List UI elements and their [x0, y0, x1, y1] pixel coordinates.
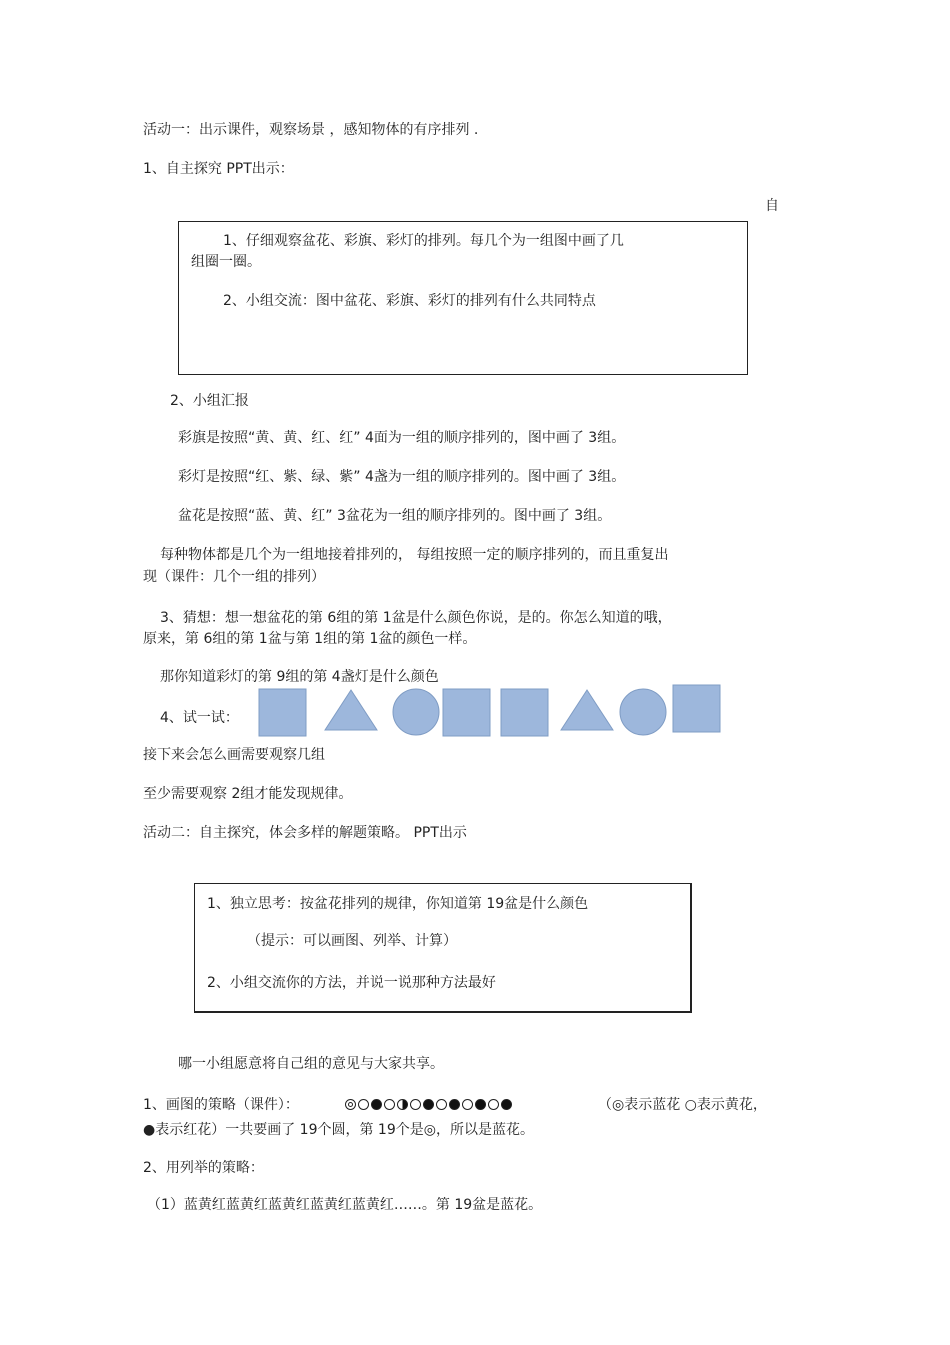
report-lamps: 彩灯是按照“红、紫、绿、紫” 4盏为一组的顺序排列的。图中画了 3组。 [178, 469, 626, 485]
activity2-heading: 活动二：自主探究，体会多样的解题策略。 PPT出示 [143, 825, 467, 841]
task-box-1 [178, 221, 748, 375]
task2-line2: 2、小组交流你的方法，并说一说那种方法最好 [207, 975, 496, 991]
flower-circle-empty [488, 1099, 499, 1110]
strategy1-label: 1、画图的策略（课件）： [143, 1097, 299, 1113]
activity1-heading: 活动一：出示课件，观察场景 ，感知物体的有序排列 . [143, 122, 479, 138]
strategy2-item: （1）蓝黄红蓝黄红蓝黄红蓝黄红蓝黄红……。第 19盆是蓝花。 [147, 1197, 543, 1213]
need-observe: 至少需要观察 2组才能发现规律。 [143, 786, 353, 802]
flower-circle-empty [410, 1099, 421, 1110]
report-flags: 彩旗是按照“黄、黄、红、红” 4面为一组的顺序排列的，图中画了 3组。 [178, 430, 626, 446]
task2-hint: （提示：可以画图、列举、计算） [247, 933, 457, 949]
task1-line1: 1、仔细观察盆花、彩旗、彩灯的排列。每几个为一组图中画了几 [223, 233, 624, 249]
square-shape [501, 689, 548, 736]
try-label: 4、试一试： [160, 710, 239, 726]
report-flowers: 盆花是按照“蓝、黄、红” 3盆花为一组的顺序排列的。图中画了 3组。 [178, 508, 612, 524]
triangle-shape [325, 690, 377, 730]
square-shape [443, 689, 490, 736]
strategy1-line2: ●表示红花）一共要画了 19个圆，第 19个是◎，所以是蓝花。 [143, 1122, 534, 1138]
flower-circle-empty [436, 1099, 447, 1110]
circle-shape [393, 689, 439, 735]
strategy1-legend: （◎表示蓝花 ○表示黄花， [598, 1097, 767, 1113]
flower-circle-empty [358, 1099, 369, 1110]
task-box-2 [194, 883, 692, 1013]
flower-circle-filled [423, 1099, 434, 1110]
guess-line2: 原来，第 6组的第 1盆与第 1组的第 1盆的颜色一样。 [143, 631, 477, 647]
circle-sequence [345, 1096, 514, 1114]
next-question: 接下来会怎么画需要观察几组 [143, 747, 325, 763]
share-line: 哪一小组愿意将自己组的意见与大家共享。 [178, 1056, 444, 1072]
flower-circle-filled [475, 1099, 486, 1110]
guess-line1: 3、猜想：想一想盆花的第 6组的第 1盆是什么颜色你说，是的。你怎么知道的哦， [160, 610, 672, 626]
flower-circle-filled [501, 1099, 512, 1110]
task1-line1-cont: 组圈一圈。 [191, 254, 261, 270]
strategy2-label: 2、用列举的策略： [143, 1160, 264, 1176]
flower-circle-filled [371, 1099, 382, 1110]
flower-circle-empty [384, 1099, 395, 1110]
circle-shape [620, 689, 666, 735]
summary-line1: 每种物体都是几个为一组地接着排列的， 每组按照一定的顺序排列的，而且重复出 [160, 547, 669, 563]
side-char: 自 [765, 198, 779, 214]
task1-line2: 2、小组交流：图中盆花、彩旗、彩灯的排列有什么共同特点 [223, 293, 596, 309]
square-shape [259, 689, 306, 736]
triangle-shape [561, 690, 613, 730]
step1-label: 1、自主探究 PPT出示： [143, 161, 294, 177]
flower-circle-target [345, 1099, 356, 1110]
shape-sequence [255, 682, 730, 740]
flower-circle-filled [449, 1099, 460, 1110]
square-shape [673, 685, 720, 732]
flower-circle-empty [462, 1099, 473, 1110]
task2-line1: 1、独立思考：按盆花排列的规律，你知道第 19盆是什么颜色 [207, 896, 589, 912]
summary-line2: 现（课件：几个一组的排列） [143, 569, 325, 585]
step2-label: 2、小组汇报 [170, 393, 249, 409]
flower-circle-half [397, 1099, 408, 1110]
lamp-question: 那你知道彩灯的第 9组的第 4盏灯是什么颜色 [160, 669, 439, 685]
